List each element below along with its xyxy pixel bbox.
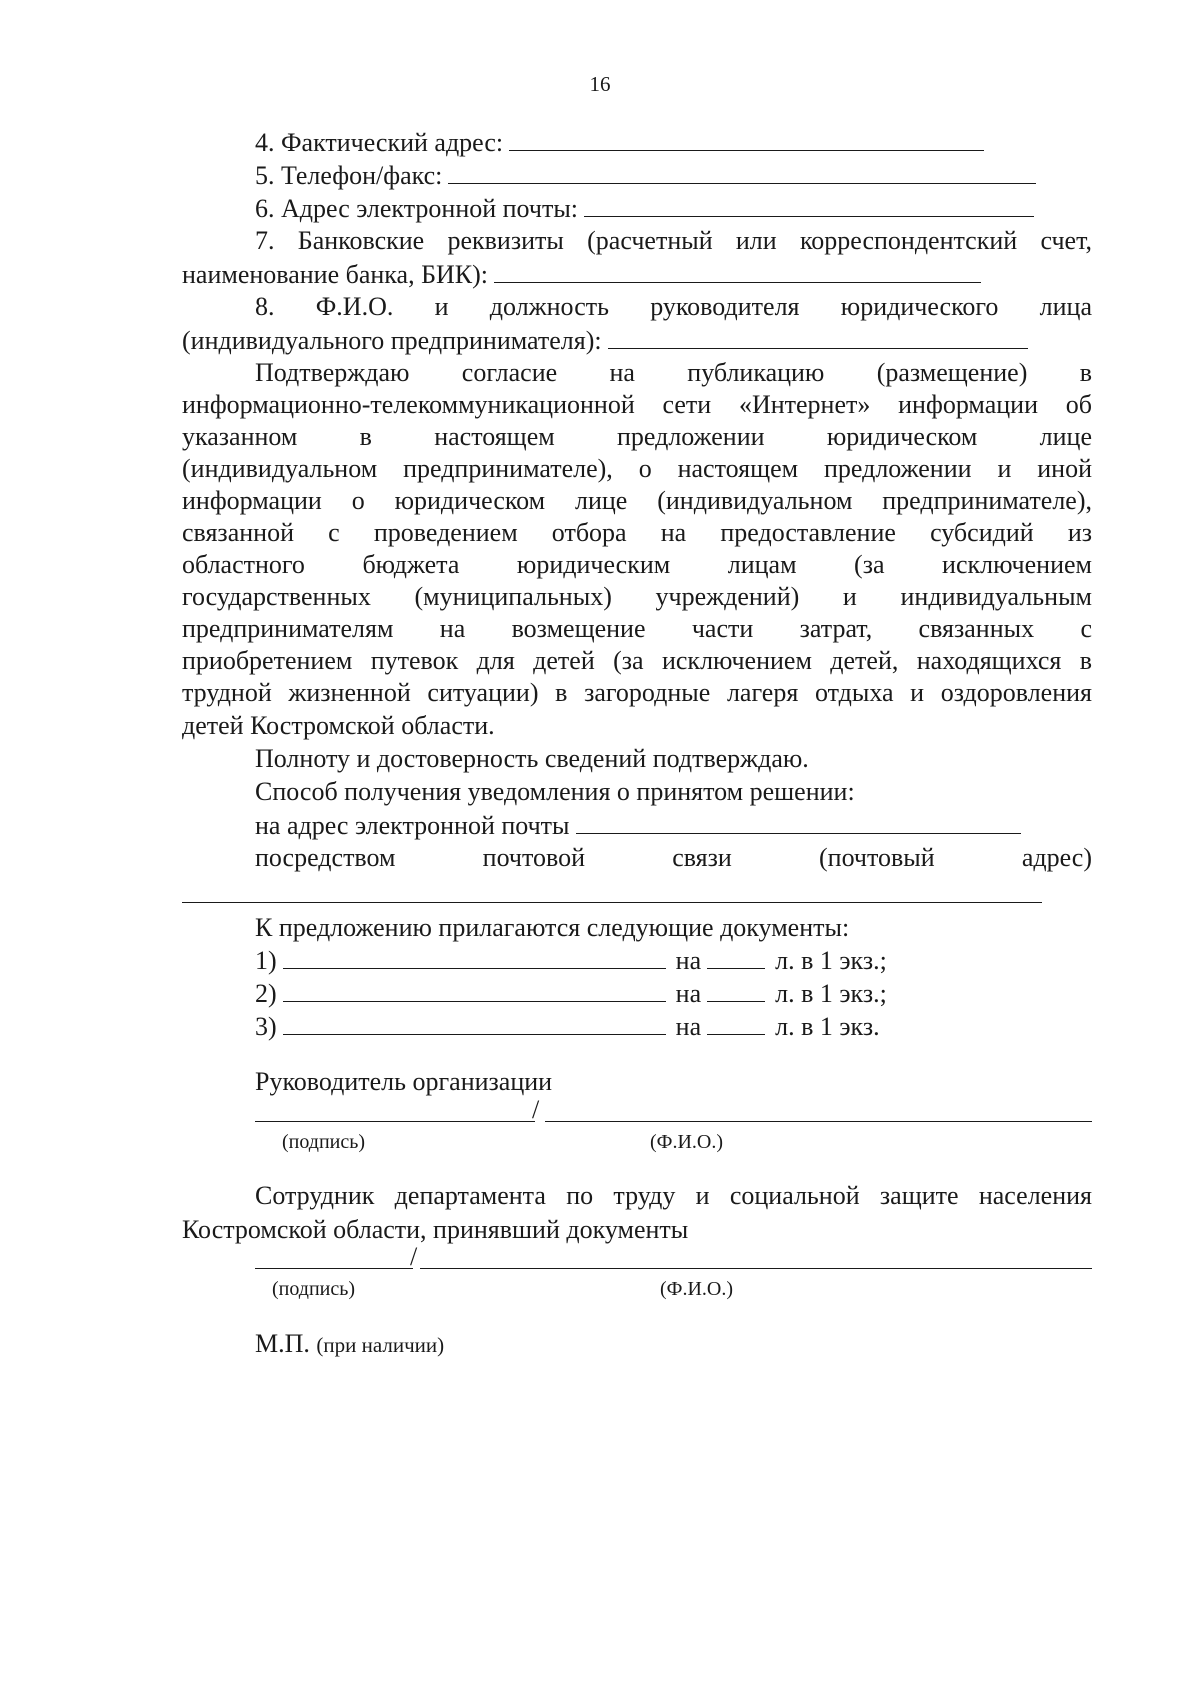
- attachment-suffix: л. в 1 экз.;: [775, 946, 887, 975]
- attachment-num: 3): [255, 1012, 277, 1041]
- attachment-pages-blank[interactable]: [707, 1010, 765, 1035]
- employee-name-blank[interactable]: [420, 1268, 1092, 1269]
- head-name-caption: (Ф.И.О.): [650, 1131, 724, 1153]
- stamp-mp: М.П.: [255, 1329, 310, 1358]
- field-head-line1: 8. Ф.И.О. и должность руководителя юридического лица: [255, 292, 1092, 321]
- attachment-na: на: [675, 946, 702, 975]
- actual-address-blank[interactable]: [509, 126, 984, 151]
- attachment-na: на: [675, 1012, 702, 1041]
- field-email: [255, 192, 1034, 225]
- consent-line: (индивидуальном предпринимателе), о настоящем предложении и иной: [182, 454, 1092, 483]
- notify-email-label: на адрес электронной почты: [255, 811, 570, 840]
- employee-line2: Костромской области, принявший документы: [182, 1215, 689, 1244]
- attachment-num: 1): [255, 946, 277, 975]
- employee-line1: Сотрудник департамента по труду и социальной защите населения: [255, 1181, 1092, 1210]
- consent-line: информационно-телекоммуникационной сети «Интернет» информации об: [182, 390, 1092, 419]
- stamp-place: [255, 1328, 444, 1361]
- attachment-doc-blank[interactable]: [283, 944, 666, 969]
- attachment-suffix: л. в 1 экз.: [775, 1012, 880, 1041]
- notify-heading: Способ получения уведомления о принятом решении:: [255, 777, 855, 806]
- field-phone-fax-label: 5. Телефон/факс:: [255, 161, 443, 190]
- stamp-note: (при наличии): [316, 1333, 445, 1357]
- page-number: 16: [589, 72, 611, 96]
- field-head-label: (индивидуального предпринимателя):: [182, 326, 602, 355]
- head-name-blank[interactable]: [545, 1121, 1092, 1122]
- consent-line: трудной жизненной ситуации) в загородные лагеря отдыха и оздоровления: [182, 678, 1092, 707]
- consent-line: связанной с проведением отбора на предоставление субсидий из: [182, 518, 1092, 547]
- head-blank[interactable]: [608, 324, 1028, 349]
- email-blank[interactable]: [584, 192, 1034, 217]
- field-actual-address: [255, 126, 984, 159]
- attachment-doc-blank[interactable]: [283, 977, 666, 1002]
- consent-line: детей Костромской области.: [182, 711, 495, 740]
- attachment-num: 2): [255, 979, 277, 1008]
- attachment-na: на: [675, 979, 702, 1008]
- notify-post-option: посредством почтовой связи (почтовый адрес): [255, 843, 1092, 872]
- field-bank-line2: [182, 258, 981, 291]
- consent-line: предпринимателям на возмещение части затрат, связанных с: [182, 614, 1092, 643]
- head-signature-blank[interactable]: [255, 1121, 535, 1122]
- post-address-blank[interactable]: [182, 902, 1042, 903]
- attachment-pages-blank[interactable]: [707, 944, 765, 969]
- field-bank-line1: 7. Банковские реквизиты (расчетный или корреспондентский счет,: [255, 226, 1092, 255]
- field-head-line2: [182, 324, 1028, 357]
- attachment-suffix: л. в 1 экз.;: [775, 979, 887, 1008]
- field-email-label: 6. Адрес электронной почты:: [255, 194, 579, 223]
- field-phone-fax: [255, 159, 1036, 192]
- confirmation-text: Полноту и достоверность сведений подтверждаю.: [255, 744, 809, 773]
- attachment-row: [255, 977, 887, 1010]
- attachment-row: [255, 944, 887, 977]
- notify-email-option: [255, 809, 1021, 842]
- employee-sign-caption: (подпись): [272, 1278, 356, 1300]
- employee-signature-slash: /: [410, 1242, 418, 1271]
- head-signature-label: Руководитель организации: [255, 1067, 553, 1096]
- consent-line: государственных (муниципальных) учреждений) и индивидуальным: [182, 582, 1092, 611]
- notify-email-blank[interactable]: [576, 809, 1021, 834]
- head-sign-caption: (подпись): [282, 1131, 366, 1153]
- consent-line: областного бюджета юридическим лицам (за исключением: [182, 550, 1092, 579]
- consent-line: указанном в настоящем предложении юридическом лице: [182, 422, 1092, 451]
- field-actual-address-label: 4. Фактический адрес:: [255, 128, 504, 157]
- attachment-row: [255, 1010, 880, 1043]
- consent-line: Подтверждаю согласие на публикацию (размещение) в: [255, 358, 1092, 387]
- employee-signature-blank[interactable]: [255, 1268, 413, 1269]
- attachment-pages-blank[interactable]: [707, 977, 765, 1002]
- field-bank-label: наименование банка, БИК):: [182, 260, 489, 289]
- attachment-doc-blank[interactable]: [283, 1010, 666, 1035]
- employee-name-caption: (Ф.И.О.): [660, 1278, 734, 1300]
- attachments-heading: К предложению прилагаются следующие документы:: [255, 913, 850, 942]
- consent-line: приобретением путевок для детей (за исключением детей, находящихся в: [182, 646, 1092, 675]
- phone-fax-blank[interactable]: [448, 159, 1036, 184]
- head-signature-slash: /: [532, 1095, 540, 1124]
- consent-line: информации о юридическом лице (индивидуальном предпринимателе),: [182, 486, 1092, 515]
- bank-blank[interactable]: [494, 258, 981, 283]
